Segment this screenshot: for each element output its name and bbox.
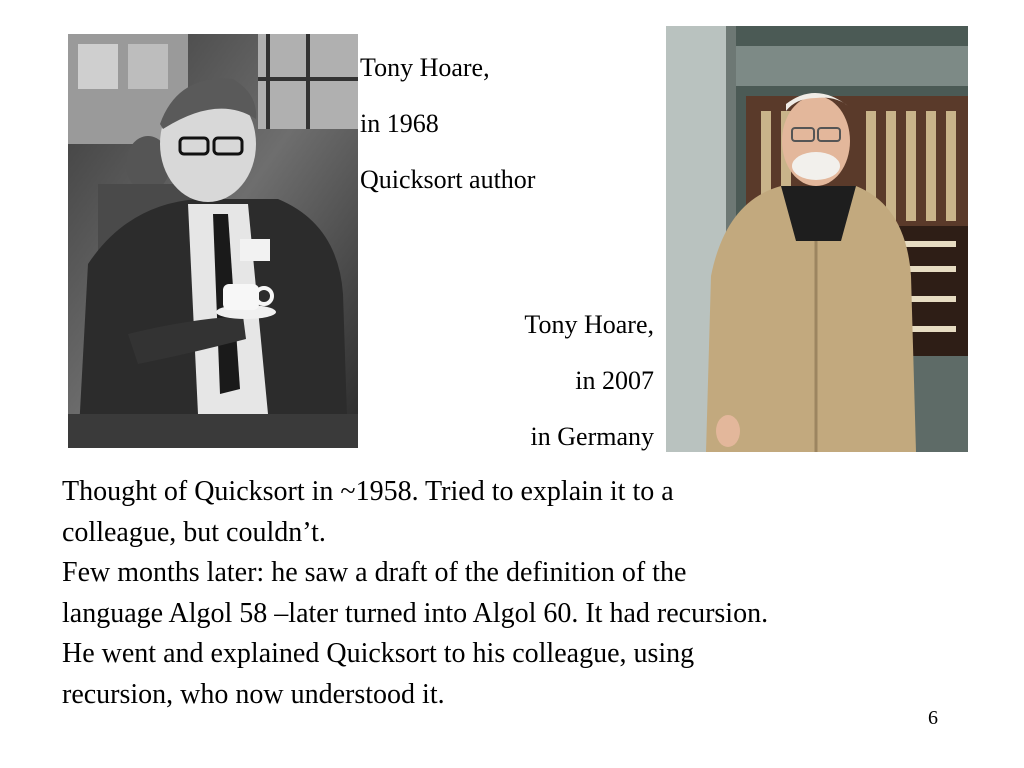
- caption-2007: [524, 297, 654, 465]
- caption-1968-role: Quicksort author: [360, 165, 536, 194]
- body-line: colleague, but couldn’t.: [62, 516, 326, 548]
- page-number: 6: [928, 707, 938, 729]
- body-line: language Algol 58 –later turned into Algol 60. It had recursion.: [62, 597, 769, 629]
- caption-2007-year: in 2007: [575, 366, 654, 395]
- photo-tony-hoare-2007: [666, 26, 968, 452]
- caption-1968: [360, 40, 535, 208]
- body-line: He went and explained Quicksort to his colleague, using: [62, 638, 695, 669]
- body-line: Few months later: he saw a draft of the definition of the: [62, 557, 687, 588]
- caption-1968-name: Tony Hoare,: [360, 53, 490, 82]
- slide-body-text: [62, 472, 962, 715]
- caption-1968-year: in 1968: [360, 109, 439, 138]
- caption-2007-place: in Germany: [530, 422, 654, 451]
- caption-2007-name: Tony Hoare,: [524, 310, 654, 339]
- body-line: recursion, who now understood it.: [62, 678, 445, 710]
- body-line: Thought of Quicksort in ~1958. Tried to explain it to a: [62, 476, 674, 507]
- photo-tony-hoare-1968: [68, 34, 358, 448]
